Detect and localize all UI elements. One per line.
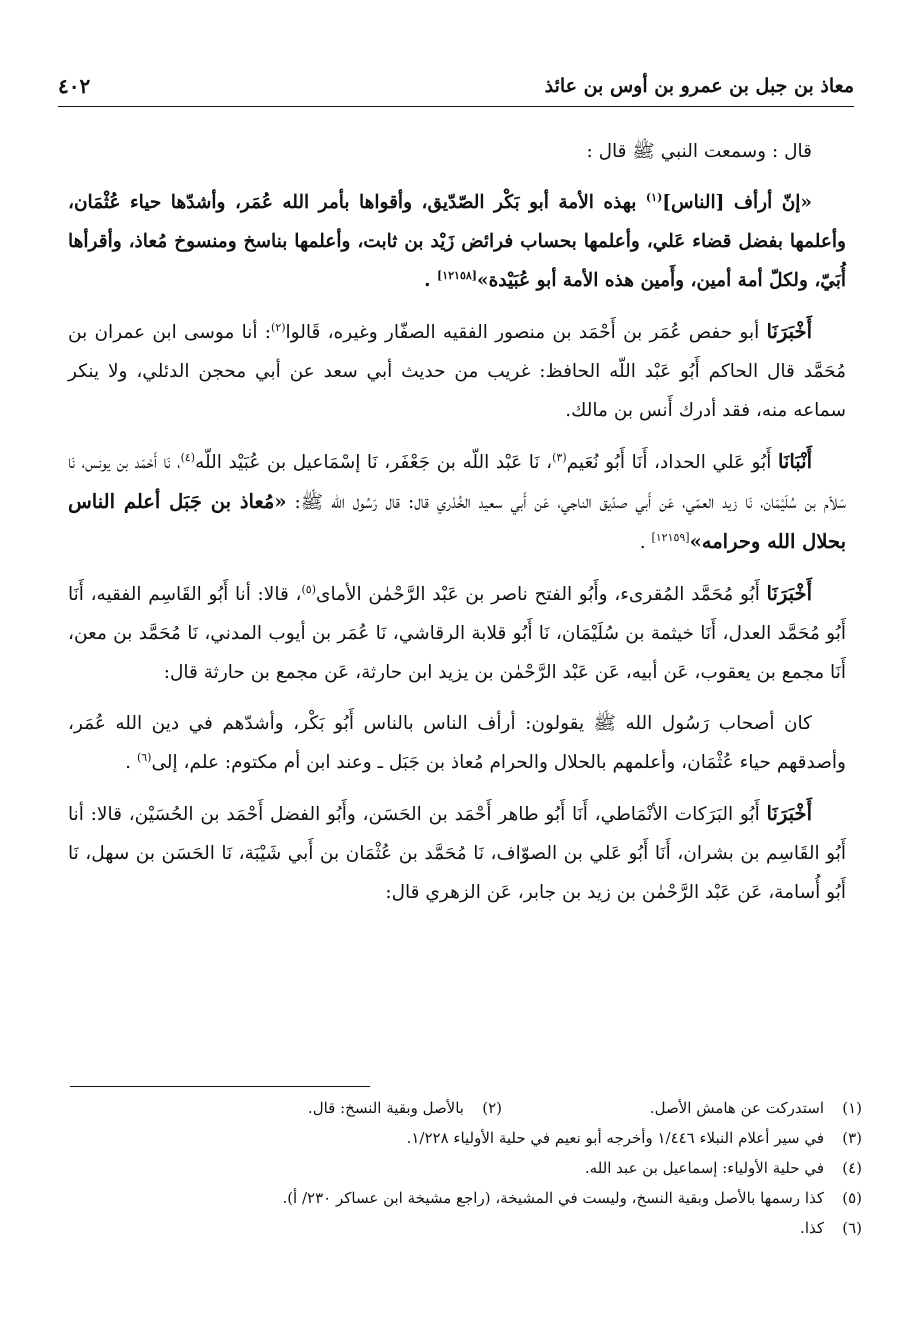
hadith-number: [١٢١٥٩] — [651, 530, 690, 544]
footnote-5 — [70, 1183, 862, 1213]
footnote-number: (٥) — [842, 1189, 862, 1207]
hadith-number: [١٢١٥٨] — [437, 268, 477, 282]
footnote-row — [70, 1093, 862, 1123]
transmission-keyword: أَخْبَرَنَا — [766, 802, 812, 825]
footnote-text: استدركت عن هامش الأصل. — [649, 1099, 824, 1117]
footnote-ref: (٤) — [180, 450, 196, 464]
footnotes — [70, 1086, 862, 1243]
footnote-4 — [70, 1153, 862, 1183]
main-text — [68, 132, 846, 924]
footnote-text: في حلية الأولياء: إسماعيل بن عبد الله. — [584, 1159, 824, 1177]
running-title: معاذ بن جبل بن عمرو بن أوس بن عائذ — [544, 75, 854, 97]
footnote-text: بالأصل وبقية النسخ: قال. — [307, 1099, 464, 1117]
footnote-1 — [502, 1093, 862, 1123]
paragraph-text: : أنا موسى ابن عمران بن مُحَمَّد قال الحاكم أَبُو عَبْد اللّه الحافظ: غريب من حديث أبي سعد عن أبي محجن الدئلي، ولا ينكر سماعه منه، فقد أدرك أَنس بن مالك. — [68, 322, 846, 421]
paragraph-text: ، قالا: أنا أَبُو القَاسِم الفقيه، أَنَا أَبُو مُحَمَّد العدل، أَنَا خيثمة بن سُلَيْمَان، نَا أَبُو قلابة الرقاشي، نَا عُمَر بن أيوب المدني، نَا مُحَمَّد بن معن، أَنَا مجمع بن يعقوب، عَن أبيه، عَن عَبْد الرَّحْمٰن بن يزيد ابن حارثة، عَن مجمع بن حارثة قال: — [68, 584, 846, 683]
paragraph-3 — [68, 312, 846, 430]
paragraph-7 — [68, 794, 846, 912]
footnote-ref: (٥) — [301, 582, 316, 596]
footnote-number: (٤) — [842, 1159, 862, 1177]
paragraph-5 — [68, 574, 846, 692]
paragraph-text: ، نَا أَحْمَد بن يونس، نَا سَلاّم بن سُلَيْمَان، نَا زيد العمّي، عَن أَبي صدّيق الناجي، عَن أَبي سعيد الخُدْري قال: قال رَسُول الله ﷺ: — [68, 452, 846, 513]
page-number: ٤٠٢ — [58, 74, 91, 98]
paragraph-text: أبو حفص عُمَر بن أَحْمَد بن منصور الفقيه الصفّار وغيره، قَالوا — [285, 322, 767, 343]
footnote-number: (٢) — [482, 1099, 502, 1117]
paragraph-text: قال : وسمعت النبي ﷺ قال : — [586, 141, 812, 162]
paragraph-4 — [68, 442, 846, 562]
paragraph-text: بهذه الأمة أبو بَكْر الصّدّيق، وأقواها بأمر الله عُمَر، وأشدّها حياء عُثْمَان، وأعلمها بفضل قضاء عَلي، وأعلمها بحساب فرائض زَيْد بن ثابت، وأعلمها بناسخ ومنسوخ مُعاذ، وأقرأها أُبَيّ، ولكلّ أمة أمين، وأَمين هذه الأمة أبو عُبَيْدة» — [68, 192, 846, 291]
footnote-text: كذا. — [800, 1219, 824, 1237]
footnote-ref: (٣) — [552, 450, 567, 464]
paragraph-2 — [68, 183, 846, 300]
footnote-number: (٦) — [842, 1219, 862, 1237]
paragraph-end: . — [639, 532, 652, 553]
hadith-quote: «مُعاذ بن جَبَل أعلم الناس بحلال الله وحرامه» — [68, 490, 846, 553]
paragraph-text: كان أصحاب رَسُول الله ﷺ يقولون: أرأف الناس بالناس أَبُو بَكْر، وأشدّهم في دين الله عُمَر، وأصدقهم حياء عُثْمَان، وأعلمهم بالحلال والحرام مُعاذ بن جَبَل ـ وعند ابن أم مكتوم: علم، إلى — [68, 713, 846, 773]
paragraph-text: ، نَا عَبْد اللّه بن جَعْفَر، نَا إسْمَاعيل بن عُبَيْد اللّه — [195, 452, 553, 473]
paragraph-text: «إنّ أرأف [الناس] — [662, 192, 812, 213]
paragraph-text: أَبُو مُحَمَّد المُقرىء، وأَبُو الفتح ناصر بن عَبْد الرَّحْمٰن الأماى — [315, 584, 767, 605]
footnote-ref: (١) — [645, 190, 663, 204]
transmission-keyword: أَخْبَرَنَا — [766, 320, 812, 343]
paragraph-text: أَبُو عَلي الحداد، أَنَا أَبُو نُعَيم — [566, 452, 778, 473]
footnote-text: كذا رسمها بالأصل وبقية النسخ، وليست في المشيخة، (راجع مشيخة ابن عساكر ٢٣٠/ أ). — [282, 1189, 824, 1207]
footnote-number: (٣) — [842, 1129, 862, 1147]
paragraph-6 — [68, 704, 846, 782]
footnote-2 — [308, 1093, 502, 1123]
paragraph-1 — [68, 132, 846, 171]
paragraph-text: أَبُو البَرَكات الأنْمَاطي، أَنَا أَبُو طاهر أَحْمَد بن الحَسَن، وأَبُو الفضل أَحْمَد بن الحُسَيْن، قالا: أنا أَبُو القَاسِم بن بشران، أَنَا أَبُو عَلي بن الصوّاف، نَا مُحَمَّد بن عُثْمَان بن أَبي شَيْبَة، نَا الحَسَن بن سهل، نَا أَبُو أُسامة، عَن عَبْد الرَّحْمٰن بن زيد بن جابر، عَن الزهري قال: — [68, 804, 846, 903]
footnote-ref: (٦) — [136, 750, 152, 764]
footnote-text: في سير أعلام النبلاء ١/٤٤٦ وأخرجه أبو نعيم في حلية الأولياء ١/٢٢٨. — [406, 1129, 824, 1147]
footnote-6 — [70, 1213, 862, 1243]
footnote-3 — [70, 1123, 862, 1153]
transmission-keyword: أَنْبَانَا — [777, 450, 812, 473]
page-header — [58, 66, 854, 107]
footnote-number: (١) — [842, 1099, 862, 1117]
footnote-divider — [70, 1086, 370, 1087]
paragraph-end: . — [424, 270, 438, 291]
footnote-ref: (٢) — [271, 320, 286, 334]
transmission-keyword: أَخْبَرَنَا — [766, 582, 812, 605]
paragraph-end: . — [125, 752, 137, 773]
